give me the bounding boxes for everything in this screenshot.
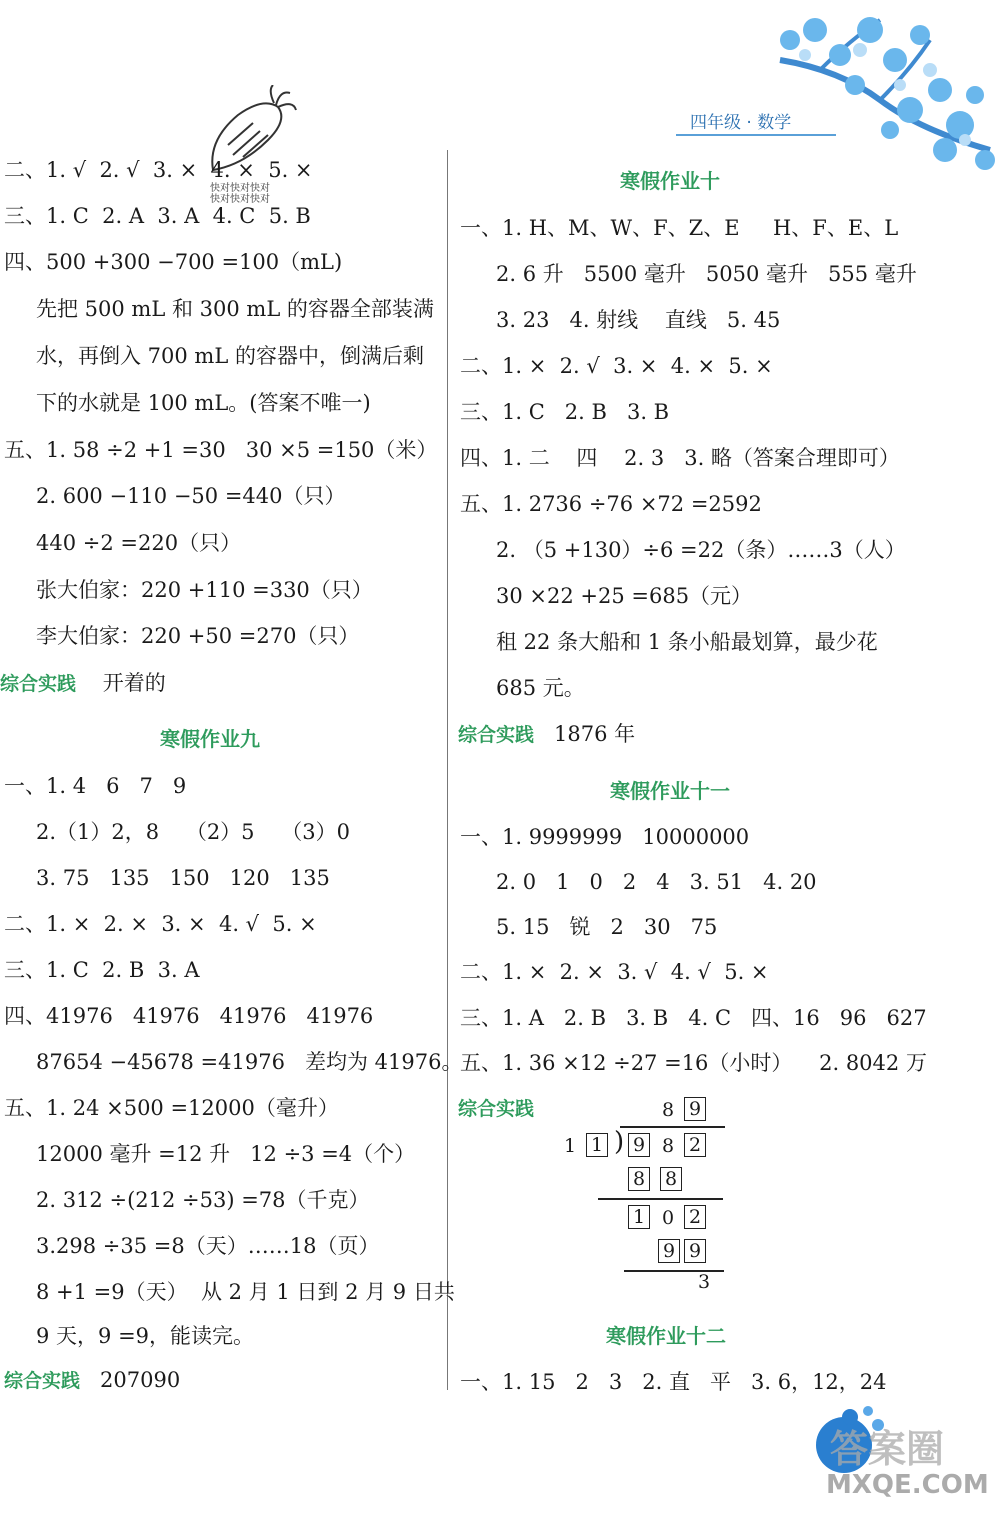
practice-1	[0, 673, 166, 694]
subtract-1-box-a: 8	[628, 1167, 650, 1191]
left-line-7: 五、1. 58 ÷2 +1 =30 30 ×5 =150（米）	[4, 438, 438, 462]
left-line-m8: 五、1. 24 ×500 =12000（毫升）	[4, 1096, 339, 1120]
practice-2-label: 综合实践	[4, 1370, 81, 1392]
right-line-9: 30 ×22 +25 =685（元）	[496, 584, 753, 608]
left-line-1: 二、1. √ 2. √ 3. × 4. × 5. ×	[4, 158, 313, 182]
division-bar	[620, 1126, 725, 1128]
right-line-8: 2. （5 +130）÷6 =22（条）……3（人）	[496, 538, 906, 562]
final-remainder: 3	[698, 1271, 711, 1293]
right-line-4: 二、1. × 2. √ 3. × 4. × 5. ×	[460, 354, 773, 378]
right-line-s1: 一、1. 9999999 10000000	[460, 825, 750, 849]
left-line-10: 张大伯家：220 +110 =330（只）	[36, 578, 373, 602]
right-line-3: 3. 23 4. 射线 直线 5. 45	[496, 308, 781, 332]
carrot-caption-line-1: 快对快对快对	[210, 183, 270, 194]
practice-4	[458, 1098, 534, 1119]
left-line-m5: 三、1. C 2. B 3. A	[4, 958, 200, 982]
dividend-box-2: 2	[684, 1133, 706, 1157]
divisor-box-1: 1	[586, 1133, 608, 1157]
practice-2-value: 207090	[100, 1368, 181, 1392]
left-line-3: 四、500 +300 −700 =100（mL)	[4, 250, 343, 274]
right-line-11: 685 元。	[496, 676, 585, 700]
left-line-9: 440 ÷2 =220（只）	[36, 531, 242, 555]
right-line-s4: 二、1. × 2. × 3. √ 4. √ 5. ×	[460, 960, 769, 984]
left-line-m6: 四、41976 41976 41976 41976	[4, 1004, 374, 1028]
left-line-5: 水，再倒入 700 mL 的容器中，倒满后剩	[36, 344, 424, 368]
right-line-2: 2. 6 升 5500 毫升 5050 毫升 555 毫升	[496, 262, 917, 286]
divisor-digit-1: 1	[564, 1135, 577, 1157]
carrot-caption	[210, 183, 270, 205]
left-line-m2: 2.（1）2，8 （2）5 （3）0	[36, 820, 350, 844]
practice-3	[458, 724, 635, 745]
left-line-m12: 8 +1 =9（天） 从 2 月 1 日到 2 月 9 日共	[36, 1280, 455, 1304]
right-line-u1: 一、1. 15 2 3 2. 直 平 3. 6，12，24	[460, 1370, 887, 1394]
remainder-box-2: 2	[684, 1205, 706, 1229]
practice-3-label: 综合实践	[458, 724, 535, 746]
practice-1-value: 开着的	[102, 671, 166, 695]
right-line-10: 租 22 条大船和 1 条小船最划算，最少花	[496, 630, 878, 654]
left-line-m11: 3.298 ÷35 =8（天）……18（页）	[36, 1234, 380, 1258]
long-division-puzzle	[560, 1095, 740, 1295]
quotient-digit-8: 8	[662, 1099, 675, 1121]
dividend-digit-8: 8	[662, 1135, 675, 1157]
section-title-9: 寒假作业九	[160, 727, 260, 751]
right-line-1: 一、1. H、M、W、F、Z、E H、F、E、L	[460, 216, 899, 240]
practice-1-label: 综合实践	[0, 673, 77, 695]
subtract-2-box-b: 9	[684, 1239, 706, 1263]
left-line-6: 下的水就是 100 mL。(答案不唯一)	[36, 391, 371, 415]
section-title-11: 寒假作业十一	[610, 779, 730, 803]
practice-3-value: 1876 年	[554, 722, 636, 746]
right-line-6: 四、1. 二 四 2. 3 3. 略（答案合理即可）	[460, 446, 900, 470]
section-title-12: 寒假作业十二	[606, 1324, 726, 1348]
remainder-digit-0: 0	[662, 1207, 675, 1229]
subtract-1-box-b: 8	[660, 1167, 682, 1191]
carrot-caption-line-2: 快对快对快对	[210, 194, 270, 205]
left-line-m10: 2. 312 ÷(212 ÷53) =78（千克）	[36, 1188, 370, 1212]
subtract-1-line	[598, 1198, 723, 1200]
remainder-box-1: 1	[628, 1205, 650, 1229]
left-line-m9: 12000 毫升 =12 升 12 ÷3 =4（个）	[36, 1142, 416, 1166]
left-line-m4: 二、1. × 2. × 3. × 4. √ 5. ×	[4, 912, 317, 936]
left-line-2: 三、1. C 2. A 3. A 4. C 5. B	[4, 204, 311, 228]
right-line-5: 三、1. C 2. B 3. B	[460, 400, 670, 424]
right-line-7: 五、1. 2736 ÷76 ×72 =2592	[460, 492, 762, 516]
right-line-s6: 五、1. 36 ×12 ÷27 =16（小时） 2. 8042 万	[460, 1051, 927, 1075]
right-line-s2: 2. 0 1 0 2 4 3. 51 4. 20	[496, 870, 817, 894]
practice-4-label: 综合实践	[458, 1098, 535, 1120]
left-line-m13: 9 天，9 =9，能读完。	[36, 1324, 255, 1348]
right-line-s5: 三、1. A 2. B 3. B 4. C 四、16 96 627	[460, 1006, 927, 1030]
left-line-4: 先把 500 mL 和 300 mL 的容器全部装满	[36, 297, 434, 321]
grade-subject-header: 四年级 · 数学	[690, 113, 792, 133]
right-line-s3: 5. 15 锐 2 30 75	[496, 915, 718, 939]
left-line-11: 李大伯家：220 +50 =270（只）	[36, 624, 360, 648]
column-divider	[447, 150, 448, 1390]
left-line-m3: 3. 75 135 150 120 135	[36, 866, 330, 890]
left-line-8: 2. 600 −110 −50 =440（只）	[36, 484, 346, 508]
dividend-box-9: 9	[628, 1133, 650, 1157]
division-bracket: )	[614, 1127, 625, 1157]
blossom-branch-illustration	[760, 0, 1000, 190]
header-rule	[676, 134, 836, 136]
watermark-text: 答案圈	[830, 1427, 945, 1471]
subtract-2-box-a: 9	[658, 1239, 680, 1263]
quotient-box-9: 9	[684, 1097, 706, 1121]
section-title-10: 寒假作业十	[620, 169, 720, 193]
watermark-url: MXQE.COM	[826, 1470, 989, 1500]
left-line-m1: 一、1. 4 6 7 9	[4, 774, 187, 798]
left-line-m7: 87654 −45678 =41976 差均为 41976。	[36, 1050, 463, 1074]
practice-2	[4, 1370, 180, 1391]
